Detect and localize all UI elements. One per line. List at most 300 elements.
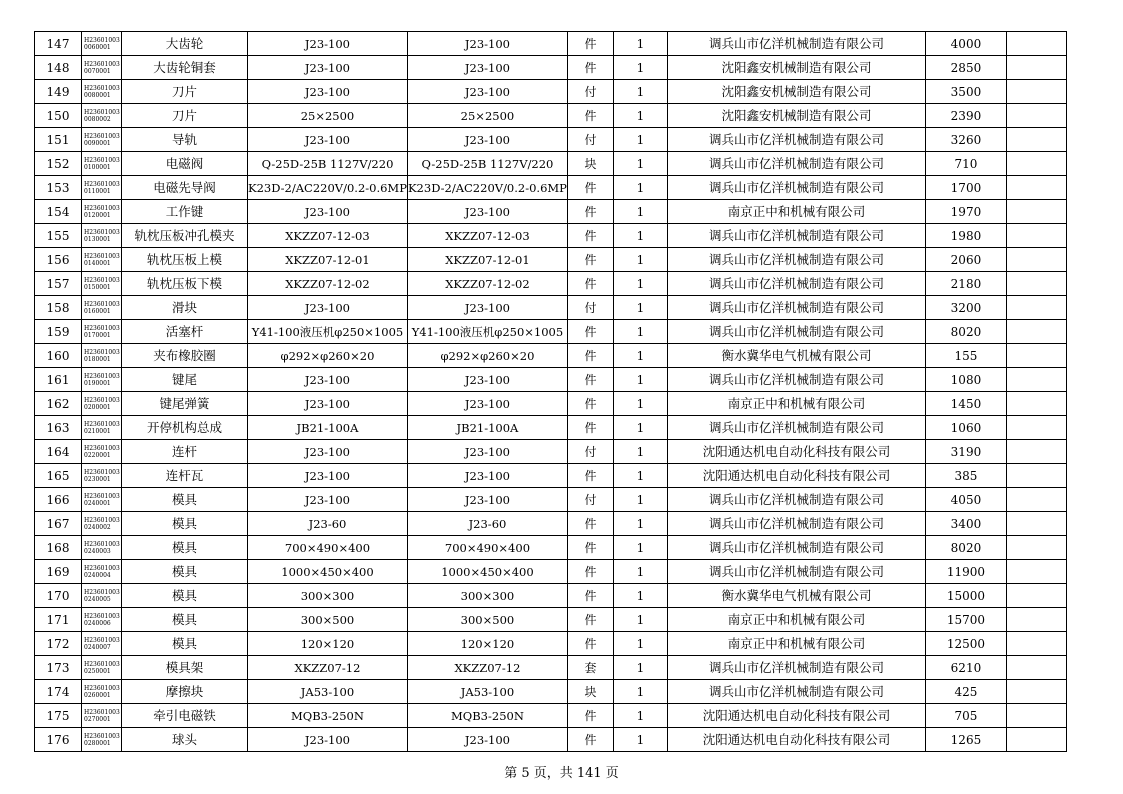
spec-cell [248,128,408,152]
row-number-cell: 154 [35,200,82,224]
supplier-cell: 南京正中和机械有限公司 [667,632,925,656]
table-row [35,200,1067,224]
spec-text: 300×300 [300,588,355,603]
quantity-cell: 1 [613,248,667,272]
note-cell [1006,368,1066,392]
spec-text: J23-100 [464,204,510,219]
supplier-cell: 调兵山市亿洋机械制造有限公司 [667,536,925,560]
spec-text: 120×120 [300,636,355,651]
row-number-cell: 159 [35,320,82,344]
supplier-cell: 沈阳通达机电自动化科技有限公司 [667,440,925,464]
note-cell [1006,200,1066,224]
spec-text: 300×300 [460,588,515,603]
spec-cell [248,272,408,296]
row-number-cell: 162 [35,392,82,416]
supplier-cell: 调兵山市亿洋机械制造有限公司 [667,416,925,440]
spec-text: J23-100 [464,300,510,315]
spec-text: J23-100 [464,60,510,75]
row-number-cell: 174 [35,680,82,704]
spec-text: J23-100 [304,372,351,387]
supplier-cell: 沈阳鑫安机械制造有限公司 [667,56,925,80]
price-cell: 1265 [925,728,1006,752]
price-cell: 4000 [925,32,1006,56]
price-cell: 3500 [925,80,1006,104]
spec-text: J23-60 [308,516,347,531]
supplier-cell: 南京正中和机械有限公司 [667,608,925,632]
row-number-cell: 153 [35,176,82,200]
note-cell [1006,272,1066,296]
table-row [35,560,1067,584]
table-row [35,272,1067,296]
supplier-cell: 调兵山市亿洋机械制造有限公司 [667,296,925,320]
model-cell [407,680,567,704]
table-row [35,320,1067,344]
spec-text: J23-100 [304,492,351,507]
material-code-cell: H23601003 0240003 [82,536,122,560]
supplier-cell: 调兵山市亿洋机械制造有限公司 [667,128,925,152]
spec-cell [248,536,408,560]
model-cell [407,128,567,152]
table-row [35,104,1067,128]
part-name-cell: 模具 [122,608,248,632]
quantity-cell: 1 [613,272,667,296]
spec-text: JA53-100 [460,684,515,699]
material-code-cell: H23601003 0060001 [82,32,122,56]
model-cell [407,224,567,248]
spec-text: Q-25D-25B 1127V/220 [261,156,394,171]
price-cell: 425 [925,680,1006,704]
model-cell [407,536,567,560]
spec-cell [248,320,408,344]
part-name-cell: 开停机构总成 [122,416,248,440]
supplier-cell: 衡水冀华电气机械有限公司 [667,344,925,368]
unit-cell: 件 [567,416,613,440]
note-cell [1006,152,1066,176]
model-cell [407,728,567,752]
parts-table-body [35,32,1067,752]
spec-text: XKZZ07-12-01 [285,252,370,267]
model-cell [407,248,567,272]
quantity-cell: 1 [613,704,667,728]
model-cell [407,56,567,80]
unit-cell: 件 [567,176,613,200]
table-row [35,728,1067,752]
unit-cell: 件 [567,368,613,392]
table-row [35,128,1067,152]
model-cell [407,512,567,536]
quantity-cell: 1 [613,512,667,536]
material-code-cell: H23601003 0130001 [82,224,122,248]
model-cell [407,704,567,728]
price-cell: 1700 [925,176,1006,200]
price-cell: 6210 [925,656,1006,680]
part-name-cell: 牵引电磁铁 [122,704,248,728]
model-cell [407,368,567,392]
spec-text: XKZZ07-12-02 [445,276,530,291]
spec-text: JB21-100A [296,420,359,435]
part-name-cell: 模具 [122,560,248,584]
spec-text: J23-100 [304,732,351,747]
unit-cell: 件 [567,392,613,416]
material-code-cell: H23601003 0280001 [82,728,122,752]
row-number-cell: 161 [35,368,82,392]
material-code-cell: H23601003 0120001 [82,200,122,224]
table-row [35,152,1067,176]
table-row [35,680,1067,704]
supplier-cell: 沈阳通达机电自动化科技有限公司 [667,728,925,752]
supplier-cell: 调兵山市亿洋机械制造有限公司 [667,656,925,680]
note-cell [1006,392,1066,416]
part-name-cell: 导轨 [122,128,248,152]
row-number-cell: 158 [35,296,82,320]
page-footer: 第 5 页，共 141 页 [504,766,619,781]
supplier-cell: 沈阳鑫安机械制造有限公司 [667,104,925,128]
row-number-cell: 147 [35,32,82,56]
spec-text: JB21-100A [456,420,519,435]
material-code-cell: H23601003 0210001 [82,416,122,440]
spec-text: J23-60 [468,516,507,531]
spec-text: MQB3-250N [291,708,364,723]
spec-cell [248,176,408,200]
price-cell: 8020 [925,536,1006,560]
quantity-cell: 1 [613,104,667,128]
part-name-cell: 键尾弹簧 [122,392,248,416]
model-cell [407,32,567,56]
model-cell [407,80,567,104]
spec-text: J23-100 [304,300,351,315]
material-code-cell: H23601003 0240001 [82,488,122,512]
unit-cell: 块 [567,680,613,704]
table-row [35,32,1067,56]
table-row [35,368,1067,392]
row-number-cell: 156 [35,248,82,272]
spec-text: J23-100 [464,132,510,147]
price-cell: 3260 [925,128,1006,152]
spec-text: 700×490×400 [444,540,531,555]
note-cell [1006,296,1066,320]
material-code-cell: H23601003 0240004 [82,560,122,584]
quantity-cell: 1 [613,128,667,152]
spec-text: J23-100 [464,732,510,747]
spec-cell [248,296,408,320]
spec-text: MQB3-250N [451,708,524,723]
spec-text: Y41-100液压机φ250×1005 [411,324,564,339]
note-cell [1006,416,1066,440]
supplier-cell: 调兵山市亿洋机械制造有限公司 [667,248,925,272]
spec-text: J23-100 [304,444,351,459]
note-cell [1006,584,1066,608]
table-row [35,440,1067,464]
unit-cell: 件 [567,536,613,560]
unit-cell: 付 [567,488,613,512]
spec-text: φ292×φ260×20 [280,348,375,363]
part-name-cell: 球头 [122,728,248,752]
table-row [35,704,1067,728]
price-cell: 155 [925,344,1006,368]
note-cell [1006,224,1066,248]
spec-cell [248,656,408,680]
supplier-cell: 调兵山市亿洋机械制造有限公司 [667,224,925,248]
material-code-cell: H23601003 0190001 [82,368,122,392]
spec-cell [248,152,408,176]
table-row [35,80,1067,104]
price-cell: 1080 [925,368,1006,392]
quantity-cell: 1 [613,56,667,80]
table-row [35,248,1067,272]
model-cell [407,296,567,320]
spec-text: J23-100 [304,60,351,75]
spec-cell [248,440,408,464]
supplier-cell: 南京正中和机械有限公司 [667,200,925,224]
unit-cell: 件 [567,632,613,656]
spec-cell [248,512,408,536]
note-cell [1006,104,1066,128]
spec-text: J23-100 [464,468,510,483]
part-name-cell: 夹布橡胶圈 [122,344,248,368]
material-code-cell: H23601003 0070001 [82,56,122,80]
spec-text: Y41-100液压机φ250×1005 [251,324,404,339]
unit-cell: 件 [567,32,613,56]
part-name-cell: 刀片 [122,104,248,128]
unit-cell: 件 [567,248,613,272]
spec-text: J23-100 [304,468,351,483]
quantity-cell: 1 [613,296,667,320]
table-row [35,392,1067,416]
material-code-cell: H23601003 0240007 [82,632,122,656]
price-cell: 2060 [925,248,1006,272]
unit-cell: 件 [567,512,613,536]
note-cell [1006,656,1066,680]
material-code-cell: H23601003 0100001 [82,152,122,176]
row-number-cell: 176 [35,728,82,752]
quantity-cell: 1 [613,200,667,224]
model-cell [407,608,567,632]
model-cell [407,272,567,296]
row-number-cell: 163 [35,416,82,440]
row-number-cell: 149 [35,80,82,104]
part-name-cell: 模具 [122,512,248,536]
quantity-cell: 1 [613,80,667,104]
spec-text: XKZZ07-12-03 [285,228,370,243]
model-cell [407,464,567,488]
quantity-cell: 1 [613,392,667,416]
price-cell: 4050 [925,488,1006,512]
part-name-cell: 模具 [122,584,248,608]
spec-cell [248,200,408,224]
note-cell [1006,440,1066,464]
note-cell [1006,728,1066,752]
spec-text: J23-100 [304,204,351,219]
table-row [35,536,1067,560]
model-cell [407,200,567,224]
spec-text: J23-100 [464,84,510,99]
unit-cell: 件 [567,560,613,584]
model-cell [407,152,567,176]
unit-cell: 块 [567,152,613,176]
spec-cell [248,704,408,728]
quantity-cell: 1 [613,464,667,488]
supplier-cell: 调兵山市亿洋机械制造有限公司 [667,488,925,512]
spec-cell [248,392,408,416]
quantity-cell: 1 [613,32,667,56]
model-cell [407,104,567,128]
material-code-cell: H23601003 0250001 [82,656,122,680]
row-number-cell: 175 [35,704,82,728]
spec-cell [248,416,408,440]
spec-cell [248,104,408,128]
supplier-cell: 调兵山市亿洋机械制造有限公司 [667,32,925,56]
material-code-cell: H23601003 0140001 [82,248,122,272]
note-cell [1006,464,1066,488]
material-code-cell: H23601003 0200001 [82,392,122,416]
spec-text: XKZZ07-12-01 [445,252,530,267]
material-code-cell: H23601003 0090001 [82,128,122,152]
unit-cell: 件 [567,104,613,128]
price-cell: 2390 [925,104,1006,128]
spec-cell [248,224,408,248]
quantity-cell: 1 [613,608,667,632]
row-number-cell: 165 [35,464,82,488]
note-cell [1006,608,1066,632]
table-row [35,632,1067,656]
material-code-cell: H23601003 0080001 [82,80,122,104]
part-name-cell: 工作键 [122,200,248,224]
table-row [35,656,1067,680]
model-cell [407,584,567,608]
model-cell [407,632,567,656]
unit-cell: 件 [567,200,613,224]
model-cell [407,320,567,344]
material-code-cell: H23601003 0260001 [82,680,122,704]
unit-cell: 件 [567,464,613,488]
material-code-cell: H23601003 0110001 [82,176,122,200]
material-code-cell: H23601003 0220001 [82,440,122,464]
spec-cell [248,464,408,488]
row-number-cell: 168 [35,536,82,560]
supplier-cell: 调兵山市亿洋机械制造有限公司 [667,272,925,296]
price-cell: 11900 [925,560,1006,584]
part-name-cell: 轨枕压板上模 [122,248,248,272]
supplier-cell: 调兵山市亿洋机械制造有限公司 [667,560,925,584]
spec-cell [248,80,408,104]
row-number-cell: 172 [35,632,82,656]
note-cell [1006,32,1066,56]
unit-cell: 件 [567,224,613,248]
part-name-cell: 摩擦块 [122,680,248,704]
spec-text: 120×120 [460,636,515,651]
spec-text: J23-100 [304,36,351,51]
spec-cell [248,32,408,56]
spec-cell [248,728,408,752]
part-name-cell: 轨枕压板冲孔模夹 [122,224,248,248]
note-cell [1006,320,1066,344]
supplier-cell: 沈阳通达机电自动化科技有限公司 [667,704,925,728]
spec-cell [248,248,408,272]
note-cell [1006,704,1066,728]
unit-cell: 件 [567,584,613,608]
row-number-cell: 148 [35,56,82,80]
spec-text: K23D-2/AC220V/0.2-0.6MP [407,180,567,195]
quantity-cell: 1 [613,440,667,464]
price-cell: 3200 [925,296,1006,320]
spec-text: JA53-100 [300,684,355,699]
price-cell: 12500 [925,632,1006,656]
quantity-cell: 1 [613,416,667,440]
note-cell [1006,488,1066,512]
part-name-cell: 键尾 [122,368,248,392]
supplier-cell: 调兵山市亿洋机械制造有限公司 [667,680,925,704]
price-cell: 385 [925,464,1006,488]
table-row [35,416,1067,440]
supplier-cell: 调兵山市亿洋机械制造有限公司 [667,176,925,200]
supplier-cell: 南京正中和机械有限公司 [667,392,925,416]
table-row [35,296,1067,320]
spec-cell [248,584,408,608]
unit-cell: 付 [567,128,613,152]
row-number-cell: 157 [35,272,82,296]
supplier-cell: 沈阳通达机电自动化科技有限公司 [667,464,925,488]
row-number-cell: 164 [35,440,82,464]
part-name-cell: 模具 [122,632,248,656]
price-cell: 1970 [925,200,1006,224]
spec-cell [248,680,408,704]
part-name-cell: 大齿轮 [122,32,248,56]
supplier-cell: 调兵山市亿洋机械制造有限公司 [667,368,925,392]
note-cell [1006,632,1066,656]
price-cell: 1450 [925,392,1006,416]
quantity-cell: 1 [613,320,667,344]
row-number-cell: 169 [35,560,82,584]
unit-cell: 付 [567,296,613,320]
table-row [35,608,1067,632]
row-number-cell: 152 [35,152,82,176]
model-cell [407,176,567,200]
price-cell: 15700 [925,608,1006,632]
spec-text: 1000×450×400 [441,564,534,579]
model-cell [407,488,567,512]
table-row [35,464,1067,488]
note-cell [1006,680,1066,704]
row-number-cell: 155 [35,224,82,248]
price-cell: 1980 [925,224,1006,248]
quantity-cell: 1 [613,176,667,200]
note-cell [1006,56,1066,80]
price-cell: 3400 [925,512,1006,536]
price-cell: 3190 [925,440,1006,464]
quantity-cell: 1 [613,224,667,248]
spec-text: XKZZ07-12 [294,660,361,675]
part-name-cell: 活塞杆 [122,320,248,344]
note-cell [1006,80,1066,104]
row-number-cell: 171 [35,608,82,632]
spec-text: J23-100 [464,372,510,387]
table-row [35,176,1067,200]
part-name-cell: 连杆瓦 [122,464,248,488]
material-code-cell: H23601003 0240006 [82,608,122,632]
table-row [35,584,1067,608]
spec-text: K23D-2/AC220V/0.2-0.6MP [248,180,407,195]
note-cell [1006,536,1066,560]
price-cell: 2850 [925,56,1006,80]
spec-text: J23-100 [464,444,510,459]
row-number-cell: 151 [35,128,82,152]
table-row [35,56,1067,80]
spec-text: Q-25D-25B 1127V/220 [421,156,554,171]
material-code-cell: H23601003 0170001 [82,320,122,344]
material-code-cell: H23601003 0230001 [82,464,122,488]
price-cell: 1060 [925,416,1006,440]
model-cell [407,416,567,440]
